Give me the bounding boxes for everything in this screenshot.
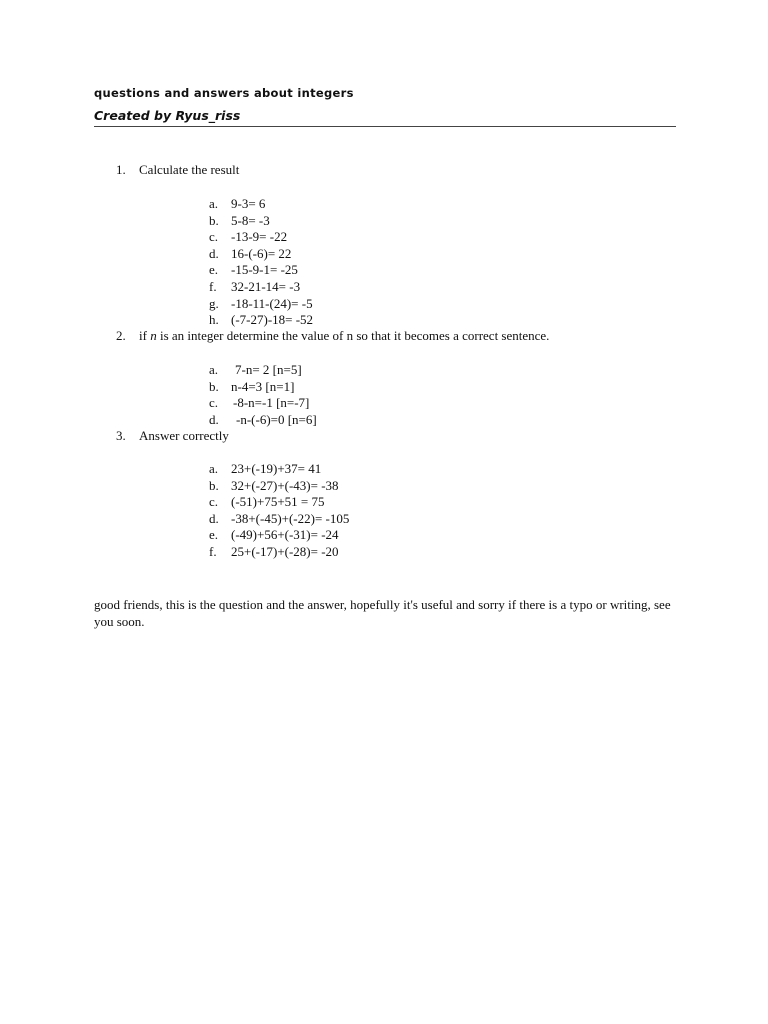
item-text: 25+(-17)+(-28)= -20 (231, 544, 339, 559)
question-2-text-after: is an integer determine the value of n so that it becomes a correct sentence. (156, 328, 550, 343)
item-text: (-51)+75+51 = 75 (231, 494, 325, 510)
question-1-text: Calculate the result (139, 162, 240, 177)
question-3-item-a (209, 461, 321, 478)
question-3-item-e (209, 527, 339, 544)
item-text: n-4=3 [n=1] (231, 378, 295, 394)
question-3-text: Answer correctly (139, 428, 229, 443)
closing-note: good friends, this is the question and the answer, hopefully it's useful and sorry if there is a typo or writing, see you soon. (94, 597, 671, 629)
item-letter: h. (209, 312, 219, 328)
question-2-text (139, 328, 549, 344)
question-2-text-before: if (139, 328, 151, 343)
item-text: (-49)+56+(-31)= -24 (231, 527, 339, 543)
question-1-item-e (209, 262, 298, 279)
item-text: -38+(-45)+(-22)= -105 (231, 510, 350, 526)
question-1-item-a (209, 196, 265, 213)
question-1-number: 1. (116, 162, 126, 177)
question-1-item-f (209, 279, 300, 296)
item-letter: a. (209, 196, 219, 211)
item-letter: b. (209, 378, 219, 394)
question-2-item-a (209, 362, 302, 379)
item-letter: d. (209, 510, 219, 526)
question-3-number: 3. (116, 428, 126, 443)
question-3-item-f (209, 544, 339, 561)
item-letter: b. (209, 477, 219, 493)
item-text: 32-21-14= -3 (231, 279, 301, 294)
item-text: -18-11-(24)= -5 (231, 295, 313, 311)
item-letter: e. (209, 262, 219, 278)
item-text: -n-(-6)=0 [n=6] (236, 411, 317, 427)
item-letter: b. (209, 212, 219, 228)
question-1-item-c (209, 229, 287, 246)
item-text: 23+(-19)+37= 41 (231, 461, 322, 476)
variable-n: n (150, 328, 157, 343)
question-3-item-c (209, 494, 324, 511)
question-1-item-g (209, 296, 313, 313)
item-text: 5-8= -3 (231, 212, 270, 228)
item-letter: c. (209, 229, 219, 245)
question-2-item-d (209, 412, 317, 429)
item-letter: d. (209, 245, 219, 261)
item-letter: g. (209, 295, 219, 311)
question-2-number: 2. (116, 328, 126, 343)
question-3-item-d (209, 511, 349, 528)
item-letter: c. (209, 494, 219, 510)
item-letter: a. (209, 362, 219, 377)
item-letter: c. (209, 395, 219, 411)
header-divider (94, 126, 676, 127)
item-letter: d. (209, 411, 219, 427)
item-letter: f. (209, 279, 217, 294)
item-text: 16-(-6)= 22 (231, 245, 292, 261)
item-text: -13-9= -22 (231, 229, 288, 245)
question-3-item-b (209, 478, 339, 495)
item-text: (-7-27)-18= -52 (231, 312, 314, 328)
item-letter: e. (209, 527, 219, 543)
question-1-item-h (209, 312, 313, 329)
item-letter: a. (209, 461, 219, 476)
question-2-item-b (209, 379, 294, 396)
item-text: 32+(-27)+(-43)= -38 (231, 477, 339, 493)
item-text: 9-3= 6 (231, 196, 266, 211)
item-text: -15-9-1= -25 (231, 262, 298, 278)
author-line: Created by Ryus_riss (94, 108, 241, 123)
item-text: -8-n=-1 [n=-7] (233, 395, 310, 411)
question-2-item-c (209, 395, 309, 412)
item-letter: f. (209, 544, 217, 559)
question-1-item-d (209, 246, 291, 263)
item-text: 7-n= 2 [n=5] (235, 362, 302, 377)
question-1-item-b (209, 213, 270, 230)
document-title: questions and answers about integers (94, 86, 354, 100)
